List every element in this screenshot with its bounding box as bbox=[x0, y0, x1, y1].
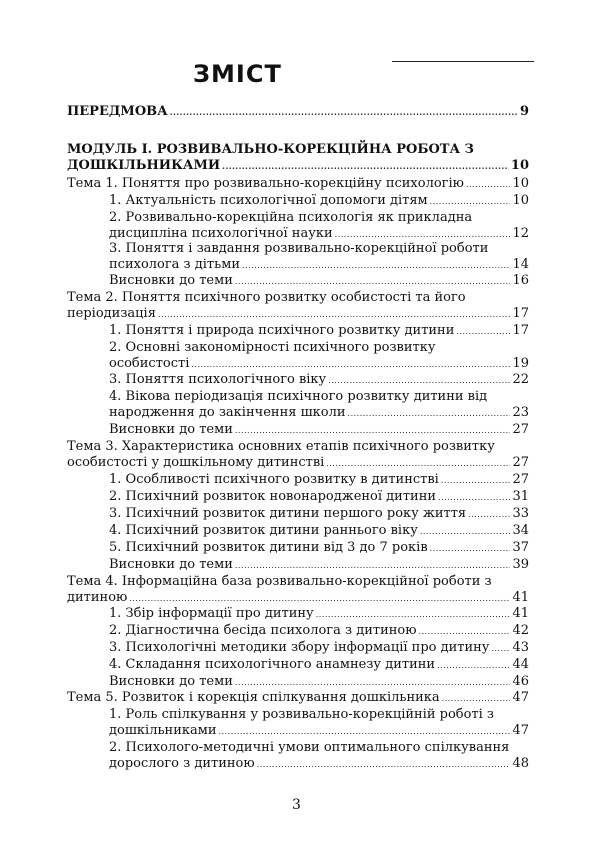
toc-entry-text: 3. Психологічні методики збору інформації про дитину bbox=[109, 640, 490, 655]
toc-entry-text: 2. Психолого-методичні умови оптимального спілкування bbox=[109, 740, 510, 755]
toc-entry-page: 33 bbox=[512, 506, 529, 521]
toc-entry-text: 2. Психічний розвиток новонародженої дитини bbox=[109, 489, 437, 504]
toc-entry-last-line bbox=[109, 556, 529, 574]
toc-entry-page: 19 bbox=[512, 356, 529, 371]
toc-entry-last-line bbox=[109, 272, 529, 290]
toc-entry-page: 10 bbox=[512, 176, 529, 191]
toc-entry-text: 4. Складання психологічного анамнезу дитини bbox=[109, 657, 436, 672]
toc-entry-last-line bbox=[109, 488, 529, 506]
toc-entry-page: 47 bbox=[512, 723, 529, 738]
toc-entry-page: 46 bbox=[512, 674, 529, 689]
toc-entry-text: 4. Психічний розвиток дитини раннього віку bbox=[109, 523, 418, 538]
toc-entry-page: 12 bbox=[512, 226, 529, 241]
toc-entry-last-line bbox=[109, 656, 529, 674]
toc-entry-text: Тема 1. Поняття про розвивально-корекційну психологію bbox=[67, 176, 464, 191]
toc-entry-last-line bbox=[67, 175, 529, 193]
toc-entry-text: Тема 5. Розвиток і корекція спілкування дошкільника bbox=[67, 690, 440, 705]
toc-entry-page: 17 bbox=[512, 323, 529, 338]
toc-entry-page: 27 bbox=[512, 422, 529, 437]
toc-entry-page: 43 bbox=[512, 640, 529, 655]
toc-entry-text: Висновки до теми bbox=[109, 273, 233, 288]
toc-entry-text: 2. Основні закономірності психічного розвитку bbox=[109, 340, 436, 355]
toc-entry-text: психолога з дітьми bbox=[109, 257, 240, 272]
toc-entry-last-line bbox=[67, 103, 529, 121]
toc-entry-last-line bbox=[109, 421, 529, 439]
toc-entry-text: 1. Поняття і природа психічного розвитку дитини bbox=[109, 323, 455, 338]
toc-entry-page: 9 bbox=[519, 104, 529, 119]
toc-entry-text: Тема 3. Характеристика основних етапів психічного розвитку bbox=[67, 439, 495, 454]
toc-entry-page: 17 bbox=[512, 306, 529, 321]
toc-entry-page: 42 bbox=[512, 623, 529, 638]
toc-entry-last-line bbox=[109, 605, 529, 623]
toc-entry-last-line bbox=[67, 157, 529, 175]
toc-entry-text: дошкільниками bbox=[109, 723, 217, 738]
toc-entry-text: 3. Психічний розвиток дитини першого року життя bbox=[109, 506, 467, 521]
toc-entry-last-line bbox=[109, 371, 529, 389]
dot-leader bbox=[257, 756, 511, 774]
toc-entry-page: 14 bbox=[512, 257, 529, 272]
toc-entry-page: 22 bbox=[512, 372, 529, 387]
toc-entry-last-line bbox=[109, 755, 529, 773]
toc-entry-text: 1. Актуальність психологічної допомоги дітям bbox=[109, 193, 428, 208]
toc-entry-text: 4. Вікова періодизація психічного розвитку дитини від bbox=[109, 389, 488, 404]
toc-entry-text: дисципліна психологічної науки bbox=[109, 226, 333, 241]
toc-entry-last-line bbox=[109, 722, 529, 740]
toc-entry-text: дорослого з дитиною bbox=[109, 756, 255, 771]
toc-entry-text: Тема 4. Інформаційна база розвивально-корекційної роботи з bbox=[67, 574, 492, 589]
toc-entry-text: періодизація bbox=[67, 306, 156, 321]
toc-entry-text: Тема 2. Поняття психічного розвитку особистості та його bbox=[67, 290, 466, 305]
toc-entry-last-line bbox=[109, 471, 529, 489]
toc-entry-text: Висновки до теми bbox=[109, 557, 233, 572]
toc-entry-last-line bbox=[109, 622, 529, 640]
toc-entry-text: 3. Поняття психологічного віку bbox=[109, 372, 327, 387]
toc-entry-last-line bbox=[109, 522, 529, 540]
dot-leader bbox=[222, 157, 509, 175]
toc-entry-page: 10 bbox=[512, 193, 529, 208]
dot-leader bbox=[170, 103, 518, 121]
toc-entry-text: 5. Психічний розвиток дитини від 3 до 7 років bbox=[109, 540, 428, 555]
toc-entry-page: 39 bbox=[512, 557, 529, 572]
toc-entry-last-line bbox=[67, 305, 529, 323]
toc-entry-page: 34 bbox=[512, 523, 529, 538]
toc-entry-page: 10 bbox=[510, 158, 529, 173]
toc-entry-page: 37 bbox=[512, 540, 529, 555]
toc-entry-page: 47 bbox=[512, 690, 529, 705]
toc-entry-text: 1. Особливості психічного розвитку в дитинстві bbox=[109, 472, 439, 487]
toc-entry-last-line bbox=[109, 505, 529, 523]
toc-entry-text: особистості у дошкільному дитинстві bbox=[67, 455, 325, 470]
toc-entry-last-line bbox=[109, 404, 529, 422]
toc-entry-page: 48 bbox=[512, 756, 529, 771]
toc-entry-page: 31 bbox=[512, 489, 529, 504]
toc-entry-last-line bbox=[109, 639, 529, 657]
toc-entry-text: ПЕРЕДМОВА bbox=[67, 104, 168, 119]
toc-entry-page: 27 bbox=[512, 455, 529, 470]
toc-entry-text: народження до закінчення школи bbox=[109, 405, 346, 420]
toc-entry-text: ДОШКІЛЬНИКАМИ bbox=[67, 158, 221, 173]
toc-entry-page: 44 bbox=[512, 657, 529, 672]
page-number: 3 bbox=[292, 797, 301, 813]
toc-entry-text: дитиною bbox=[67, 590, 128, 605]
toc-entry-page: 23 bbox=[512, 405, 529, 420]
toc-entry-text: Висновки до теми bbox=[109, 674, 233, 689]
toc-entry-text: 3. Поняття і завдання розвивально-корекційної роботи bbox=[109, 241, 489, 256]
toc-entry-text: 2. Діагностична бесіда психолога з дитиною bbox=[109, 623, 417, 638]
header-rule bbox=[392, 61, 534, 62]
toc-entry-page: 27 bbox=[512, 472, 529, 487]
toc-entry-last-line bbox=[109, 322, 529, 340]
page-title: ЗМІСТ bbox=[193, 60, 282, 88]
toc-entry-text: особистості bbox=[109, 356, 190, 371]
toc-entry-text: 1. Роль спілкування у розвивально-корекційній роботі з bbox=[109, 707, 495, 722]
toc-entry-text: МОДУЛЬ І. РОЗВИВАЛЬНО-КОРЕКЦІЙНА РОБОТА З bbox=[67, 142, 474, 157]
toc-entry-last-line bbox=[67, 454, 529, 472]
toc-entry-page: 16 bbox=[512, 273, 529, 288]
toc-entry-last-line bbox=[67, 689, 529, 707]
toc-entry-text: Висновки до теми bbox=[109, 422, 233, 437]
toc-entry-last-line bbox=[109, 539, 529, 557]
toc-entry-page: 41 bbox=[512, 590, 529, 605]
toc-entry-text: 2. Розвивально-корекційна психологія як прикладна bbox=[109, 210, 473, 225]
toc-entry-text: 1. Збір інформації про дитину bbox=[109, 606, 314, 621]
toc-entry-last-line bbox=[109, 192, 529, 210]
toc-entry-page: 41 bbox=[512, 606, 529, 621]
